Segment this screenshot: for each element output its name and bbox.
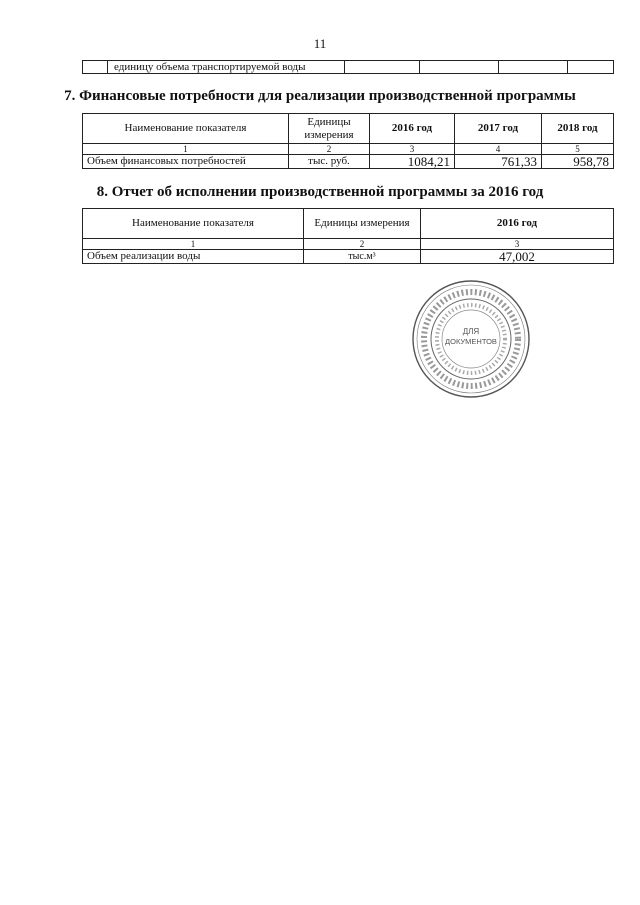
row-indicator-name: Объем реализации воды (83, 250, 304, 264)
continued-table (82, 60, 614, 74)
header-indicator: Наименование показателя (83, 209, 304, 239)
col-number: 1 (83, 239, 304, 250)
row-unit: тыс.м³ (304, 250, 421, 264)
value-2018: 958,78 (542, 155, 614, 169)
financial-needs-table (82, 113, 614, 169)
col-number: 3 (370, 144, 455, 155)
col-number: 3 (421, 239, 614, 250)
svg-text:ДОКУМЕНТОВ: ДОКУМЕНТОВ (445, 337, 497, 346)
svg-text:ДЛЯ: ДЛЯ (462, 327, 480, 336)
value-2016: 1084,21 (370, 155, 455, 169)
continued-row-text: единицу объема транспортируемой воды (108, 61, 345, 74)
section7-title: 7. Финансовые потребности для реализации производственной программы (64, 88, 576, 104)
value-2017: 761,33 (455, 155, 542, 169)
section8-title: 8. Отчет об исполнении производственной программы за 2016 год (96, 184, 544, 200)
official-seal-stamp (410, 278, 532, 400)
row-unit: тыс. руб. (289, 155, 370, 169)
header-unit: Единицы измерения (289, 114, 370, 144)
row-indicator-name: Объем финансовых потребностей (83, 155, 289, 169)
header-2016: 2016 год (370, 114, 455, 144)
col-number: 2 (304, 239, 421, 250)
col-number: 4 (455, 144, 542, 155)
col-number: 2 (289, 144, 370, 155)
program-report-table (82, 208, 614, 264)
value-2016: 47,002 (421, 250, 614, 264)
page-number: 11 (313, 36, 327, 51)
header-2018: 2018 год (542, 114, 614, 144)
header-unit: Единицы измерения (304, 209, 421, 239)
header-2017: 2017 год (455, 114, 542, 144)
col-number: 5 (542, 144, 614, 155)
header-2016: 2016 год (421, 209, 614, 239)
header-indicator: Наименование показателя (83, 114, 289, 144)
col-number: 1 (83, 144, 289, 155)
